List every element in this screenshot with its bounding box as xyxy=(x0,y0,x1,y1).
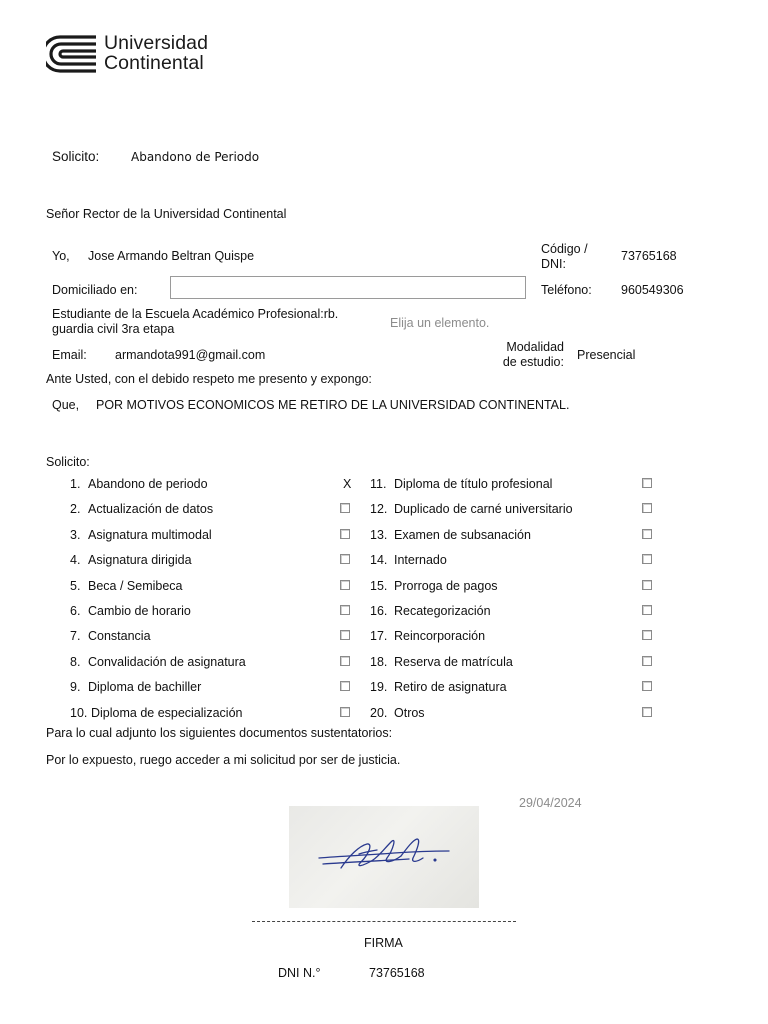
email-value[interactable]: armandota991@gmail.com xyxy=(115,348,266,362)
option-number: 20. xyxy=(370,705,388,720)
option-label: Reincorporación xyxy=(394,629,486,644)
option-checkbox[interactable] xyxy=(642,580,652,590)
codigo-label-line1: Código / xyxy=(541,242,588,256)
option-checkbox[interactable] xyxy=(642,707,652,717)
option-checkbox[interactable] xyxy=(642,503,652,513)
option-checkbox[interactable] xyxy=(340,707,350,717)
option-label: Abandono de periodo xyxy=(88,477,208,491)
que-text[interactable]: POR MOTIVOS ECONOMICOS ME RETIRO DE LA UNIVERSIDAD CONTINENTAL. xyxy=(96,398,570,412)
option-number: 18. xyxy=(370,654,388,669)
option-label: Prorroga de pagos xyxy=(394,578,498,593)
option-number: 9. xyxy=(70,680,81,695)
escuela-dropdown[interactable]: Elija un elemento. xyxy=(390,316,490,330)
option-number: 14. xyxy=(370,553,388,568)
option-checkbox[interactable] xyxy=(642,554,652,564)
escuela-line2: guardia civil 3ra etapa xyxy=(52,322,175,336)
domicilio-field[interactable] xyxy=(170,276,526,299)
option-label: Diploma de bachiller xyxy=(88,680,202,695)
signature-image xyxy=(289,806,479,908)
option-checkbox[interactable] xyxy=(642,478,652,488)
expongo-text: Ante Usted, con el debido respeto me presento y expongo: xyxy=(46,372,372,386)
option-checkbox[interactable] xyxy=(642,529,652,539)
option-label: Convalidación de asignatura xyxy=(88,654,246,669)
continental-logo-icon xyxy=(46,34,98,74)
option-label: Diploma de especialización xyxy=(91,705,243,720)
option-number: 5. xyxy=(70,578,81,593)
option-checkbox[interactable] xyxy=(340,503,350,513)
option-checkbox[interactable] xyxy=(642,656,652,666)
option-number: 2. xyxy=(70,502,81,517)
option-number: 6. xyxy=(70,604,81,618)
option-checkbox[interactable] xyxy=(340,554,350,564)
logo-line-2: Continental xyxy=(104,52,204,74)
student-name[interactable]: Jose Armando Beltran Quispe xyxy=(88,249,255,263)
option-label: Cambio de horario xyxy=(88,604,191,618)
modalidad-value[interactable]: Presencial xyxy=(577,348,636,362)
modalidad-label xyxy=(502,340,564,370)
option-number: 3. xyxy=(70,527,81,542)
firma-label: FIRMA xyxy=(364,936,403,950)
option-label: Reserva de matrícula xyxy=(394,654,513,669)
option-checkbox[interactable] xyxy=(642,681,652,691)
logo-line-1: Universidad xyxy=(104,32,209,54)
option-number: 11. xyxy=(370,477,387,491)
option-label: Examen de subsanación xyxy=(394,527,531,542)
option-number: 15. xyxy=(370,578,388,593)
escuela-label xyxy=(52,307,338,337)
option-label: Otros xyxy=(394,705,425,720)
option-label: Retiro de asignatura xyxy=(394,680,507,695)
option-number: 7. xyxy=(70,629,81,644)
option-number: 12. xyxy=(370,502,388,517)
telefono-value[interactable]: 960549306 xyxy=(621,283,684,297)
option-checkbox[interactable] xyxy=(340,529,350,539)
option-label: Beca / Semibeca xyxy=(88,578,183,593)
codigo-value[interactable]: 73765168 xyxy=(621,249,677,263)
option-number: 19. xyxy=(370,680,388,695)
option-checkbox-checked[interactable]: X xyxy=(343,477,352,491)
dni-value[interactable]: 73765168 xyxy=(369,966,425,980)
modalidad-label-line2: de estudio: xyxy=(502,355,564,369)
addressee: Señor Rector de la Universidad Continental xyxy=(46,207,287,221)
option-number: 13. xyxy=(370,527,388,542)
option-number: 17. xyxy=(370,629,388,644)
option-checkbox[interactable] xyxy=(642,630,652,640)
option-label: Internado xyxy=(394,553,447,568)
date-field[interactable]: 29/04/2024 xyxy=(519,796,582,810)
que-label: Que, xyxy=(52,398,80,412)
option-label: Asignatura multimodal xyxy=(88,527,212,542)
option-checkbox[interactable] xyxy=(340,605,350,615)
escuela-line1: Estudiante de la Escuela Académico Profesional:rb. xyxy=(52,307,339,321)
codigo-label-line2: DNI: xyxy=(541,257,566,271)
solicito-value[interactable]: Abandono de Periodo xyxy=(131,150,260,164)
domicilio-label: Domiciliado en: xyxy=(52,283,138,297)
option-checkbox[interactable] xyxy=(340,630,350,640)
option-number: 8. xyxy=(70,654,81,669)
signature-line xyxy=(252,921,516,922)
modalidad-label-line1: Modalidad xyxy=(506,340,564,354)
option-checkbox[interactable] xyxy=(340,681,350,691)
option-label: Duplicado de carné universitario xyxy=(394,502,573,517)
email-label: Email: xyxy=(52,348,87,362)
solicito-list-label: Solicito: xyxy=(46,455,90,469)
option-label: Constancia xyxy=(88,629,151,644)
telefono-label: Teléfono: xyxy=(541,283,592,297)
dni-label: DNI N.° xyxy=(278,966,321,980)
yo-label: Yo, xyxy=(52,249,70,263)
option-number: 10. xyxy=(70,705,88,720)
option-label: Recategorización xyxy=(394,604,491,618)
option-number: 4. xyxy=(70,553,81,568)
option-number: 16. xyxy=(370,604,388,618)
option-label: Actualización de datos xyxy=(88,502,214,517)
option-number: 1. xyxy=(70,477,81,491)
codigo-label xyxy=(541,242,588,272)
closing-text: Por lo expuesto, ruego acceder a mi solicitud por ser de justicia. xyxy=(46,753,401,767)
solicito-label: Solicito: xyxy=(52,149,100,164)
option-label: Asignatura dirigida xyxy=(88,553,192,568)
university-logo-text xyxy=(104,33,208,73)
option-checkbox[interactable] xyxy=(642,605,652,615)
option-checkbox[interactable] xyxy=(340,580,350,590)
option-checkbox[interactable] xyxy=(340,656,350,666)
option-label: Diploma de título profesional xyxy=(394,477,553,491)
documentos-text: Para lo cual adjunto los siguientes documentos sustentatorios: xyxy=(46,726,393,740)
